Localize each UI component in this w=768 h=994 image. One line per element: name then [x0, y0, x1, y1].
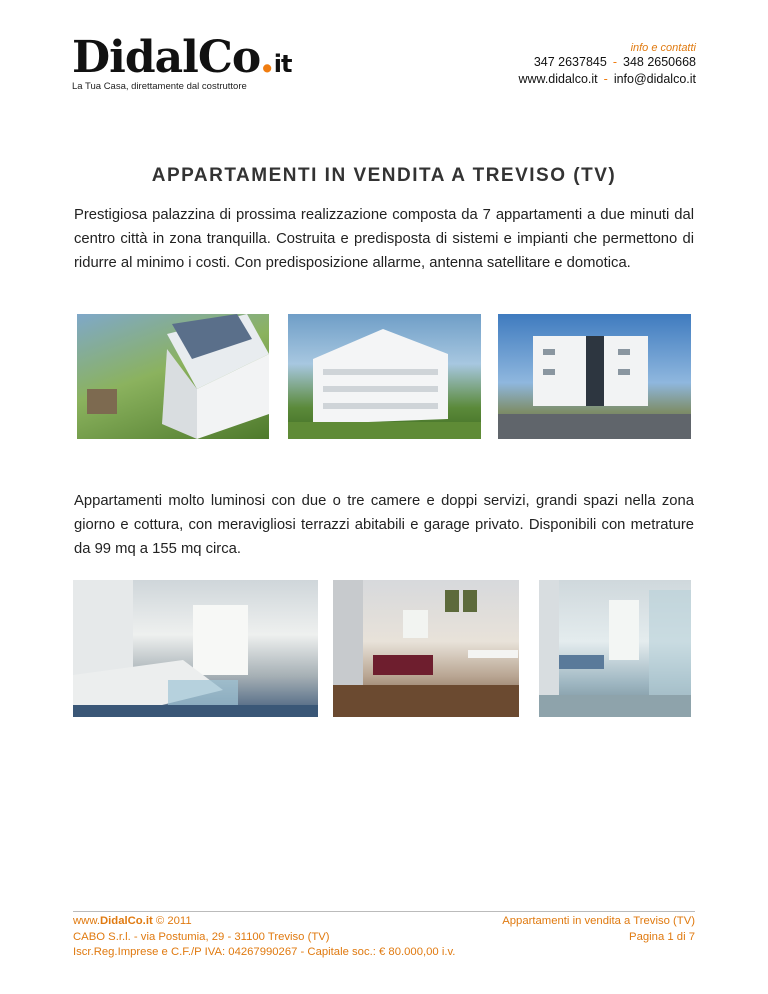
- intro-paragraph: Prestigiosa palazzina di prossima realizzazione composta da 7 appartamenti a due minuti dal centro città in zona tranquilla. Costruita e predisposta di sistemi e impianti che permettono di ridurre al minimo i costi. Con predisposizione allarme, antenna satellitare e domotica.: [74, 207, 694, 271]
- phone-line: [518, 54, 696, 71]
- footer-site-prefix[interactable]: www.: [73, 915, 100, 927]
- website-link[interactable]: www.didalco.it: [518, 72, 598, 86]
- footer-right: [502, 914, 695, 945]
- logo-wordmark: [72, 32, 292, 83]
- footer-doc-title: Appartamenti in vendita a Treviso (TV): [502, 915, 695, 927]
- footer-page-number: Pagina 1 di 7: [629, 930, 695, 943]
- company-logo: [72, 32, 322, 94]
- exterior-photo-side: [498, 314, 691, 439]
- logo-name: DidalCo: [72, 32, 260, 83]
- logo-dot: .: [259, 32, 274, 83]
- features-paragraph: Appartamenti molto luminosi con due o tre camere e doppi servizi, grandi spazi nella zona giorno e cottura, con meravigliosi terrazzi abitabili e garage privato. Disponibili con metrature da 99 mq a 155 mq circa.: [74, 493, 694, 557]
- interior-photo-living-room: [73, 580, 318, 717]
- phone-1[interactable]: 347 2637845: [533, 55, 607, 69]
- footer-copyright: © 2011: [155, 915, 192, 927]
- interior-photo-bedroom: [333, 580, 519, 717]
- contact-label: info e contatti: [630, 42, 696, 54]
- exterior-photo-front: [288, 314, 481, 439]
- footer-left: [73, 914, 455, 961]
- logo-tld: it: [273, 50, 292, 78]
- phone-separator: -: [612, 55, 617, 69]
- interior-photo-bathroom: [539, 580, 691, 717]
- contact-block: [518, 42, 696, 88]
- email-link[interactable]: info@didalco.it: [613, 72, 696, 86]
- footer-site-line: [73, 914, 455, 930]
- page-title: APPARTAMENTI IN VENDITA A TREVISO (TV): [151, 165, 617, 186]
- logo-tagline: La Tua Casa, direttamente dal costruttore: [72, 81, 247, 92]
- web-line: [518, 71, 696, 88]
- footer-registry: Iscr.Reg.Imprese e C.F./P IVA: 04267990267 - Capitale soc.: € 80.000,00 i.v.: [73, 946, 456, 958]
- footer-divider: [73, 911, 695, 912]
- footer-site-brand[interactable]: DidalCo.it: [100, 915, 153, 927]
- web-separator: -: [603, 72, 608, 86]
- footer-company: CABO S.r.l. - via Postumia, 29 - 31100 Treviso (TV): [73, 930, 330, 943]
- phone-2[interactable]: 348 2650668: [623, 55, 696, 69]
- exterior-photo-aerial: [77, 314, 269, 439]
